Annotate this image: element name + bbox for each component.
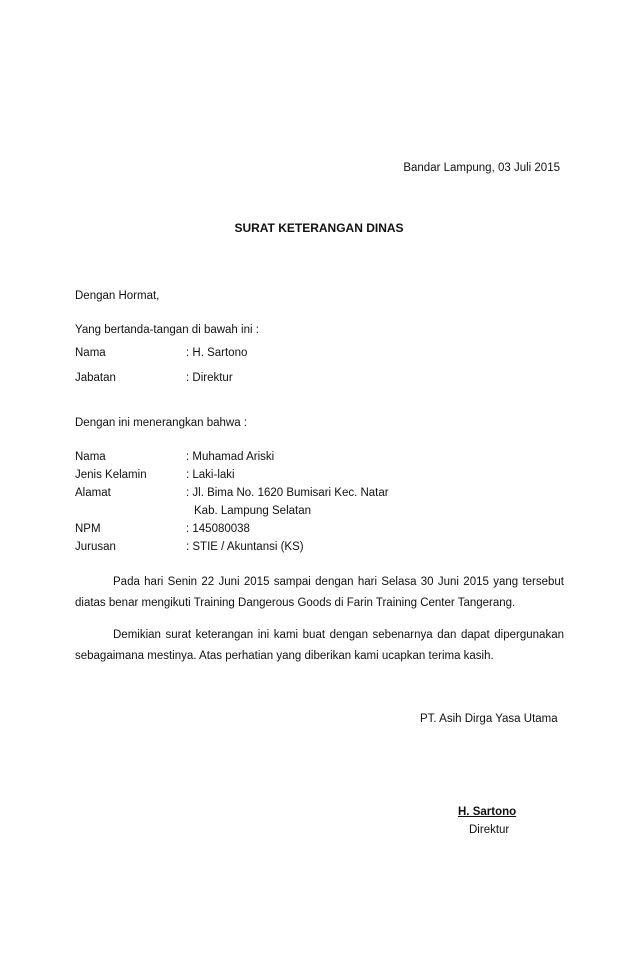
signer-title: Direktur xyxy=(469,824,510,836)
paragraph-text: Pada hari Senin 22 Juni 2015 sampai dengan hari Selasa 30 Juni 2015 yang tersebut diatas benar mengikuti Training Dangerous Goods di Farin Training Center Tangerang. xyxy=(75,576,564,609)
field-value: Kab. Lampung Selatan xyxy=(194,505,312,517)
field-value: : H. Sartono xyxy=(186,347,248,359)
field-label: Jabatan xyxy=(75,372,116,384)
statement-intro: Dengan ini menerangkan bahwa : xyxy=(75,417,247,429)
signatory-name-row xyxy=(75,347,247,359)
subject-major-row xyxy=(75,541,304,553)
company-name: PT. Asih Dirga Yasa Utama xyxy=(420,713,558,725)
signatory-intro: Yang bertanda-tangan di bawah ini : xyxy=(75,324,259,336)
subject-npm-row xyxy=(75,523,250,535)
subject-gender-row xyxy=(75,469,235,481)
field-label: Jenis Kelamin xyxy=(75,469,147,481)
subject-address-row xyxy=(75,487,389,499)
field-label: Jurusan xyxy=(75,541,116,553)
body-paragraph-2 xyxy=(75,625,564,667)
field-value: : 145080038 xyxy=(186,523,250,535)
subject-address-line2-row xyxy=(75,505,311,517)
field-value: : Direktur xyxy=(186,372,233,384)
signer-name: H. Sartono xyxy=(458,806,517,818)
field-value: : Laki-laki xyxy=(186,469,235,481)
subject-name-row xyxy=(75,451,274,463)
field-value: : Muhamad Ariski xyxy=(186,451,275,463)
field-value: : STIE / Akuntansi (KS) xyxy=(186,541,304,553)
greeting: Dengan Hormat, xyxy=(75,290,160,302)
signatory-position-row xyxy=(75,372,233,384)
paragraph-text: Demikian surat keterangan ini kami buat dengan sebenarnya dan dapat dipergunakan sebagaimana mestinya. Atas perhatian yang diberikan kami ucapkan terima kasih. xyxy=(75,629,564,662)
letter-title: SURAT KETERANGAN DINAS xyxy=(234,221,404,235)
field-value: : Jl. Bima No. 1620 Bumisari Kec. Natar xyxy=(186,487,389,499)
field-label: Nama xyxy=(75,347,106,359)
field-label: NPM xyxy=(75,523,101,535)
field-label: Nama xyxy=(75,451,106,463)
body-paragraph-1 xyxy=(75,572,564,614)
field-label: Alamat xyxy=(75,487,111,499)
place-date: Bandar Lampung, 03 Juli 2015 xyxy=(403,162,560,174)
